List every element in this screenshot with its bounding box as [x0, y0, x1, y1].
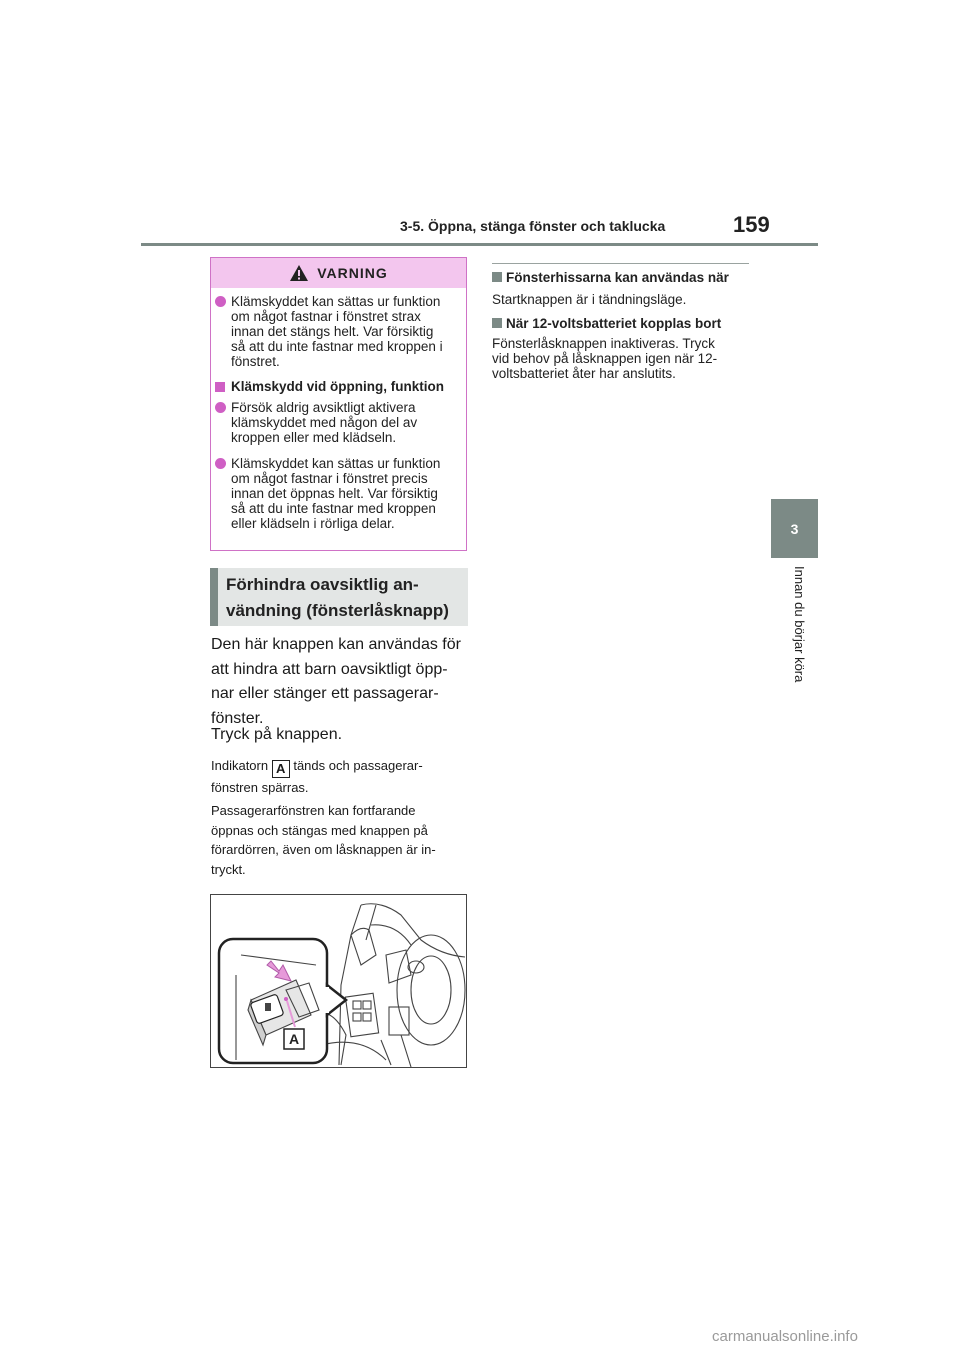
warning-header: [211, 258, 466, 288]
square-bullet-icon: [492, 318, 502, 328]
right-text-1: Startknappen är i tändningsläge.: [492, 292, 687, 307]
indicator-marker: A: [272, 760, 290, 778]
square-bullet-icon: [492, 272, 502, 282]
bullet-dot-icon: [215, 296, 226, 307]
header-divider: [141, 243, 818, 246]
bullet-dot-icon: [215, 402, 226, 413]
watermark[interactable]: carmanualsonline.info: [712, 1328, 858, 1345]
square-bullet-icon: [215, 382, 225, 392]
bullet-dot-icon: [215, 458, 226, 469]
warning-item: Klämskyddet kan sättas ur funktion om något fastnar i fönstret strax innan det stängs helt. Var försiktig så att du inte fastnar med kroppen i fönstret.: [215, 294, 458, 369]
door-panel-drawing: [211, 895, 466, 1067]
right-heading-2: När 12-voltsbatteriet kopplas bort: [492, 316, 721, 331]
intro-paragraph: Den här knappen kan användas för att hindra att barn oavsiktligt öpp- nar eller stänger ett passagerar- fönster.: [211, 636, 461, 727]
warning-subheading: Klämskydd vid öppning, funktion: [215, 379, 458, 395]
warning-box: [210, 257, 467, 551]
indicator-paragraph: Indikatorn A tänds och passagerar- fönstren spärras.: [211, 758, 423, 795]
warning-item: Klämskyddet kan sättas ur funktion om något fastnar i fönstret precis innan det öppnas helt. Var försiktig så att du inte fastnar med kroppen eller klädseln i rörliga delar.: [215, 456, 458, 531]
right-text-2: Fönsterlåsknappen inaktiveras. Tryck vid behov på låsknappen igen när 12- voltsbatteriet åter har anslutits.: [492, 336, 718, 381]
note-paragraph: Passagerarfönstren kan fortfarande öppnas och stängas med knappen på förardörren, även om låsknappen är in- tryckt.: [211, 803, 436, 877]
right-column-divider: [492, 263, 749, 264]
chapter-number: 3: [790, 520, 799, 537]
figure-label-a: A: [288, 1031, 300, 1047]
chapter-label: Innan du börjar köra: [792, 566, 807, 683]
warning-triangle-icon: [289, 264, 309, 282]
page-number: 159: [733, 212, 770, 237]
section-heading: Förhindra oavsiktlig an- vändning (fönsterlåsknapp): [210, 568, 468, 626]
right-heading-1: Fönsterhissarna kan användas när: [492, 270, 729, 285]
section-title: 3-5. Öppna, stänga fönster och taklucka: [400, 218, 666, 234]
warning-item: Försök aldrig avsiktligt aktivera klämskyddet med någon del av kroppen eller med klädseln.: [215, 400, 458, 445]
window-lock-illustration: [210, 894, 467, 1068]
chapter-tab[interactable]: [771, 499, 818, 558]
warning-title: VARNING: [317, 265, 388, 281]
instruction-text: Tryck på knappen.: [211, 726, 343, 743]
